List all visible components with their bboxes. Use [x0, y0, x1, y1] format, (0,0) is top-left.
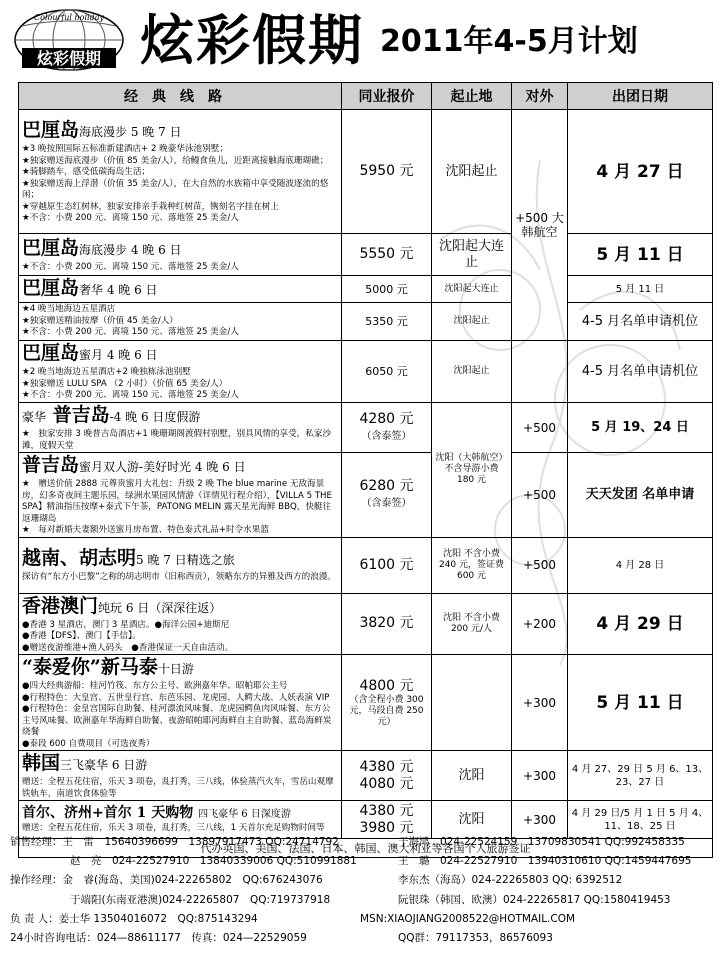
- route-cell: [19, 655, 342, 751]
- contact-text: 于海鸿 024-22524159 13709830541 QQ:992458335: [398, 836, 685, 848]
- route-title: 巴厘岛: [22, 236, 80, 259]
- route-line: ★骑脚踏车，感受低碳海岛生活；: [22, 167, 151, 178]
- table-row: [19, 234, 713, 276]
- route-cell: [19, 593, 342, 655]
- route-line: ★不含：小费 200 元、离境 150 元、落地签 25 美金/人: [22, 261, 239, 272]
- price-note: （含泰签）: [361, 497, 412, 509]
- departure-cell: [432, 655, 512, 751]
- price-value: 3980 元: [359, 819, 414, 836]
- contact-text: 销售经理：王 雷 15640396699 13897917473 QQ:24714792: [10, 836, 339, 848]
- price-note: （含泰签）: [361, 430, 412, 442]
- route-title: “泰爱你”新马泰: [22, 656, 158, 678]
- logo-text: 炫彩假期: [36, 49, 102, 68]
- price-cell: 5950 元: [342, 110, 432, 234]
- route-line: ★独家赠送海底漫步（价值 85 美金/人），给鳗食鱼儿，近距离接触海底珊瑚礁；: [22, 155, 329, 166]
- col-header-price: 同业报价: [342, 83, 432, 110]
- route-line: ★不含：小费 200 元、离境 150 元、落地签 25 美金/人: [22, 213, 239, 224]
- table-row: [19, 341, 713, 403]
- route-title: 首尔、济州+首尔 1 天购物: [22, 804, 194, 821]
- route-cell: [19, 303, 342, 341]
- departure-cell: 沈阳起止: [432, 303, 512, 341]
- route-subtitle: 纯玩 6 日（深深往返）: [98, 600, 222, 615]
- price-cell: [342, 751, 432, 801]
- route-line: ★独家赠送 LULU SPA （2 小时）（价值 65 美金/人）: [22, 378, 228, 389]
- route-subtitle: 三飞豪华 6 日游: [60, 758, 148, 772]
- price-cell: 6050 元: [342, 341, 432, 403]
- price-value: 6280 元: [359, 477, 414, 494]
- contact-text: 阮银珠（韩国、欧澳）024-22265817 QQ:1580419453: [398, 893, 671, 906]
- contact-row: [10, 833, 720, 852]
- contact-text: 负 责 人：姜士华 13504016072 QQ:875143294: [10, 912, 258, 925]
- route-line: ★不含：小费 200 元、离境 150 元、落地签 25 美金/人: [22, 327, 239, 338]
- col-header-departure: 起止地: [432, 83, 512, 110]
- route-line: 赠送：全程五花住宿，乐天 3 项卷，乱打秀，三八线，1 天首尔充足购物时间等: [22, 822, 325, 833]
- route-line: ●四大经典游船：桂河竹筏、东方公主号、欧洲嘉年华、昭帕耶公主号: [22, 681, 288, 691]
- date-cell: 4-5 月名单申请机位: [568, 303, 713, 341]
- route-title: 香港澳门: [22, 594, 99, 617]
- price-cell: [342, 453, 432, 538]
- external-cell: +500: [512, 453, 568, 538]
- route-cell: [19, 537, 342, 593]
- contact-text: 操作经理：金 睿(海岛、美国)024-22265802 QQ:676243076: [10, 874, 323, 887]
- route-line: 探访有“东方小巴黎”之称的胡志明市（旧称西贡），领略东方的异雅及西方的浪漫。: [22, 572, 336, 583]
- contact-row: [10, 929, 720, 948]
- route-title: 普吉岛: [22, 454, 80, 476]
- route-title: 巴厘岛: [22, 342, 80, 365]
- route-title: 巴厘岛: [22, 119, 80, 142]
- col-header-date: 出团日期: [568, 83, 713, 110]
- route-line: ●泰段 600 自费项目（可选夜秀）: [22, 738, 155, 749]
- price-cell: [342, 655, 432, 751]
- price-note: （含全程小费 300 元，马段自费 250 元）: [349, 694, 424, 727]
- route-title: 巴厘岛: [22, 277, 80, 299]
- route-subtitle: 海底漫步 4 晚 6 日: [79, 242, 182, 257]
- date-cell: 5 月 11 日: [568, 655, 713, 751]
- route-cell: [19, 751, 342, 801]
- route-line: ★独家赠送海上浮潜（价值 35 美金/人），在大自然的水族箱中享受随波逐流的悠闲；: [22, 178, 329, 201]
- route-line: ●香港 3 星酒店，澳门 3 星酒店。●海洋公园+迪斯尼: [22, 619, 230, 630]
- price-value: 4080 元: [359, 775, 414, 792]
- route-line: ★2 晚当地海边五星酒店+2 晚独栋泳池别墅: [22, 367, 191, 378]
- date-cell: 4 月 28 日: [568, 537, 713, 593]
- price-cell: 6100 元: [342, 537, 432, 593]
- date-cell: 4 月 27、29 日 5 月 6、13、23、27 日: [568, 751, 713, 801]
- price-cell: [342, 403, 432, 453]
- price-value: 4280 元: [359, 410, 414, 427]
- table-row: [19, 537, 713, 593]
- price-value: 4800 元: [359, 677, 414, 694]
- external-cell: +500: [512, 537, 568, 593]
- route-line: ●行程特色：金皇宫国际自助餐、桂河漂流风味餐、龙虎园鳄鱼肉风味餐、东方公主号风味餐、欧洲嘉年华海鲜自助餐、夜游昭帕耶河海鲜自主自助餐、蓝岛海鲜炭烧餐: [22, 704, 332, 737]
- route-cell: [19, 110, 342, 234]
- external-cell: +300: [512, 751, 568, 801]
- route-line: 赠送：全程五花住宿，乐天 3 项卷，乱打秀，三八线，体验蒸汽火车，雪岳山观摩铁轨车，南道饮食体验等: [22, 777, 334, 799]
- contact-text: 于端阳(东南亚港澳)024-22265807 QQ:719737918: [70, 893, 331, 906]
- external-cell: +500 大韩航空: [512, 110, 568, 341]
- contact-block: [10, 833, 720, 948]
- external-cell: [512, 341, 568, 403]
- route-subtitle: 海底漫步 5 晚 7 日: [79, 125, 182, 140]
- route-title: 越南、胡志明: [22, 547, 137, 570]
- route-line: ★ 赠送价值 2888 元尊贵蜜月大礼包：升级 2 晚 The blue marine 无敌海景房，幻多奇夜间主题乐园，绿洲水果园风情游（详情见行程介绍），【VILLA 5 THE SPA】精油指压按摩+泰式下午茶，PATONG MELIN 露天星光海鲜 BBQ，快艇往返珊瑚岛: [22, 479, 332, 524]
- route-subtitle: -4 晚 6 日度假游: [109, 410, 201, 424]
- contact-row: [10, 871, 720, 890]
- route-line: ★4 晚当地海边五星酒店: [22, 304, 116, 315]
- visa-note: 代办英国、美国、法国、日本、韩国、澳大利亚等各国个人旅游签证: [19, 839, 713, 858]
- contact-text: 24小时咨询电话：024—88611177 传真：024—22529059: [10, 931, 307, 944]
- price-cell: 5350 元: [342, 303, 432, 341]
- col-header-external: 对外: [512, 83, 568, 110]
- departure-cell: 沈阳起止: [432, 110, 512, 234]
- contact-text: MSN:XIAOJIANG2008522@HOTMAIL.COM: [360, 912, 576, 925]
- departure-cell: 沈阳 不含小费 240 元，签证费 600 元: [432, 537, 512, 593]
- external-cell: +200: [512, 593, 568, 655]
- date-cell: 5 月 19、24 日: [568, 403, 713, 453]
- logo-arc-text: Colourful holiday: [34, 13, 104, 22]
- date-cell: 4 月 29 日/5 月 1 日 5 月 4、11、18、25 日: [568, 801, 713, 839]
- departure-cell: 沈阳（大韩航空）不含导游小费 180 元: [432, 403, 512, 538]
- departure-cell: 沈阳起大连止: [432, 276, 512, 303]
- date-cell: 天天发团 名单申请: [568, 453, 713, 538]
- contact-row: [10, 910, 720, 929]
- contact-text: 李东杰（海岛）024-22265803 QQ: 6392512: [398, 874, 623, 887]
- contact-text: 赵 亮 024-22527910 13840339006 QQ:510991881: [70, 855, 357, 868]
- price-cell: 5550 元: [342, 234, 432, 276]
- departure-cell: 沈阳: [432, 801, 512, 839]
- route-title: 韩国: [22, 752, 61, 774]
- col-header-route: 经典线路: [19, 83, 342, 110]
- departure-cell: 沈阳起止: [432, 341, 512, 403]
- table-row: [19, 403, 713, 453]
- route-subtitle: 奢华 4 晚 6 日: [79, 283, 158, 297]
- price-value: 4380 元: [359, 802, 414, 819]
- route-cell: [19, 234, 342, 276]
- contact-text: QQ群：79117353，86576093: [398, 931, 553, 944]
- route-line: ★ 独家安排 3 晚普吉岛酒店+1 晚珊瑚阁渡假村别墅，别具风情的享受，私家沙滩，度假天堂: [22, 429, 332, 451]
- route-line: ★ 每对新婚夫妻额外送蜜月房布置、特色泰式礼品+时令水果篮: [22, 525, 269, 535]
- itinerary-table: [18, 82, 713, 858]
- date-cell: 5 月 11 日: [568, 276, 713, 303]
- table-row: [19, 453, 713, 538]
- brand-logo: [10, 6, 128, 76]
- table-row: [19, 110, 713, 234]
- route-cell: [19, 276, 342, 303]
- table-row: [19, 655, 713, 751]
- route-line: ●行程特色：大皇宫、五世皇行宫、东芭乐园、龙虎园、人鳄大战、人妖表演 VIP: [22, 692, 330, 703]
- price-cell: 5000 元: [342, 276, 432, 303]
- route-subtitle: 5 晚 7 日精选之旅: [136, 553, 235, 568]
- external-cell: +300: [512, 801, 568, 839]
- route-subtitle: 蜜月双人游-美好时光 4 晚 6 日: [79, 460, 246, 474]
- date-cell: 4 月 29 日: [568, 593, 713, 655]
- route-line: ●香港【DFS】、澳门【手信】。: [22, 631, 141, 641]
- route-line: ★3 晚按照国际五标准新建酒店+ 2 晚豪华泳池别墅；: [22, 144, 228, 155]
- route-cell: [19, 403, 342, 453]
- date-cell: 5 月 11 日: [568, 234, 713, 276]
- route-subtitle: 四飞豪华 6 日深度游: [198, 808, 291, 820]
- departure-cell: 沈阳: [432, 751, 512, 801]
- price-cell: 3820 元: [342, 593, 432, 655]
- price-value: 4380 元: [359, 758, 414, 775]
- route-line: ★穿越原生态红树林，独家安排亲手栽种红树苗，镌刻名字挂在树上: [22, 201, 279, 212]
- route-subtitle: 十日游: [157, 662, 194, 676]
- route-line: ★不含：小费 200 元、离境 150 元、落地签 25 美金/人: [22, 390, 239, 401]
- route-line: ★独家赠送精油按摩（价值 45 美金/人）: [22, 315, 178, 326]
- contact-row: [10, 891, 720, 910]
- external-cell: +500: [512, 403, 568, 453]
- date-cell: 4 月 27 日: [568, 110, 713, 234]
- plan-title: 2011年4-5月计划: [380, 24, 638, 59]
- route-line: ●赠送夜游维港+渔人码头 ●香港保证一天自由活动。: [22, 642, 234, 653]
- table-row: [19, 276, 713, 303]
- external-cell: +300: [512, 655, 568, 751]
- route-cell: [19, 453, 342, 538]
- route-subtitle: 蜜月 4 晚 6 日: [79, 348, 158, 363]
- contact-row: [10, 852, 720, 871]
- brand-title: 炫彩假期: [140, 8, 364, 72]
- route-prefix: 豪华: [22, 410, 47, 424]
- contact-text: 王 璐 024-22527910 13940310610 QQ:1459447695: [398, 855, 692, 868]
- departure-cell: 沈阳 不含小费 200 元/人: [432, 593, 512, 655]
- route-cell: [19, 341, 342, 403]
- date-cell: 4-5 月名单申请机位: [568, 341, 713, 403]
- table-row: [19, 593, 713, 655]
- table-row: [19, 751, 713, 801]
- table-row: [19, 303, 713, 341]
- route-title: 普吉岛: [52, 404, 110, 426]
- departure-cell: 沈阳起大连止: [432, 234, 512, 276]
